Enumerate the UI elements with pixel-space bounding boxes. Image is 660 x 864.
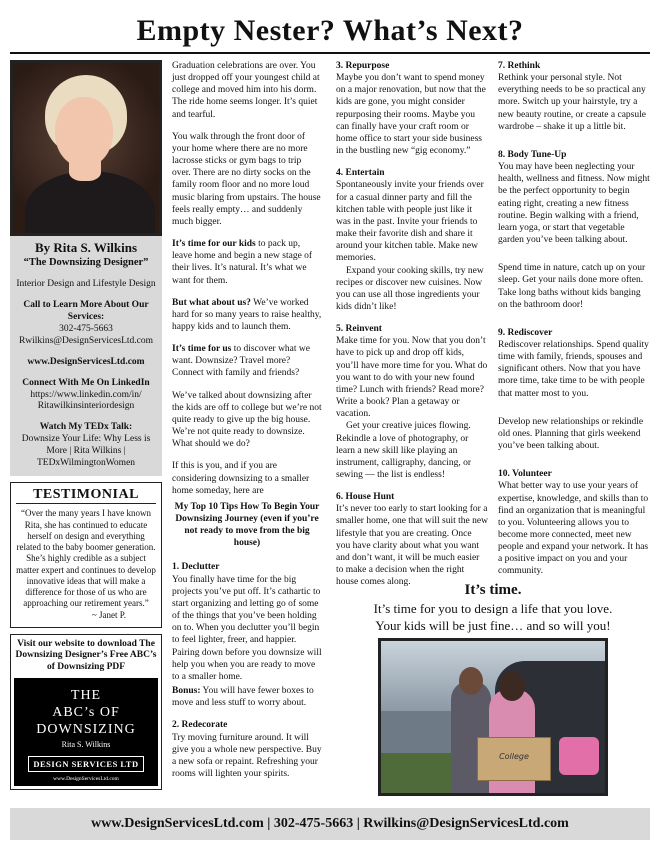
book-author: Rita S. Wilkins (61, 740, 111, 750)
title-divider (10, 52, 650, 54)
tip-text: Try moving furniture around. It will give you a whole new perspective. Buy a new sofa or repaint. Refreshing your rooms will lighten your spirits. (172, 732, 322, 779)
tip-text: It’s never too early to start looking for a smaller home, one that will suit the new lifestyle that you are creating. Once you have clarity about what you want and don’t want, it will be much easier to make a decision when the right house comes along. (336, 504, 488, 588)
tedx-heading: Watch My TEDx Talk: (39, 422, 133, 433)
bonus-text: You will have fewer boxes to move and less stuff to worry about. (172, 686, 314, 709)
testimonial-quote: “Over the many years I have known Rita, she has continued to educate herself on design and everything related to the baby boomer generation. She’s highly credible as a subject matter expert and continues to develop innovative ideas that will make a difference for those of us who are approaching our retirement years.” (16, 508, 156, 609)
column-2 (336, 60, 488, 598)
paragraph: to pack up, leave home and begin a new stage of their lives. It’s natural. It’s what we want for them. (172, 239, 313, 286)
book-title-line1: THE (70, 687, 102, 703)
closing-message (336, 582, 650, 634)
emphasis: But what about us? (172, 297, 251, 308)
emphasis: It’s time for us (172, 344, 232, 355)
byline: By Rita S. Wilkins (34, 240, 138, 255)
author-tagline: “The Downsizing Designer” (23, 257, 149, 269)
author-portrait (10, 60, 162, 236)
book-title-line2: ABC’s OF DOWNSIZING (36, 704, 136, 737)
tip-text: Develop new relationships or rekindle old ones. Planning that girls weekend you’ve been talking about. (498, 416, 644, 452)
emphasis: It’s time for our kids (172, 239, 256, 250)
phone-number[interactable]: 302-475-5663 (59, 324, 113, 334)
paragraph: We’ve worked hard for so many years to raise healthy, happy kids and to launch them. (172, 297, 322, 332)
download-promo (10, 634, 162, 790)
linkedin-heading: Connect With Me On LinkedIn (22, 377, 150, 388)
call-heading: Call to Learn More About Our Services: (23, 300, 149, 323)
tip-heading: 3. Repurpose (336, 61, 390, 71)
specialty: Interior Design and Lifestyle Design (16, 279, 156, 290)
bonus-label: Bonus: (172, 686, 201, 697)
tip-heading: 9. Rediscover (498, 327, 553, 338)
tip-text: Rediscover relationships. Spend quality time with family, friends, spouses and significant others. Now that you have more time, take time to be with people that matter most to you. (498, 339, 649, 399)
tip-heading: 4. Entertain (336, 168, 385, 179)
testimonial-heading: TESTIMONIAL (16, 486, 156, 505)
column-3 (498, 60, 650, 588)
tip-text: Make time for you. Now that you don’t have to pick up and drop off kids, you’ll have more time for you. What do you want to do with your new found time? Lunch with friends? Read more? Write a book? Plan a getaway or vacation. (336, 336, 488, 420)
tip-text: Expand your cooking skills, try new recipes or discover new cuisines. Now you can use all those ingredients your kids didn’t like! (336, 265, 484, 312)
tip-text: What better way to use your years of expertise, knowledge, and skills than to find an organization that is meaningful to you. Volunteering allows you to become more connected, meet new people and expand your network. It has a positive impact on you and your community. (498, 481, 649, 577)
paragraph: to discover what we want. Downsize? Travel more? Connect with family and friends? (172, 344, 310, 379)
testimonial-box (10, 482, 162, 628)
tip-text: Maybe you don’t want to spend money on a major renovation, but now that the kids are gone, you might consider repurposing their rooms. Maybe you can finally have your craft room or home office to start your side business in the bustling new “gig economy.” (336, 73, 486, 157)
tip-heading: 2. Redecorate (172, 720, 228, 731)
email-link[interactable]: Rwilkins@DesignServicesLtd.com (18, 335, 154, 346)
book-brand: DESIGN SERVICES LTD (28, 756, 144, 772)
tip-text: Get your creative juices flowing. Rekindle a love of photography, or learn a new skill like playing an instrument, calligraphy, dancing, or sewing — the list is endless! (336, 421, 471, 480)
paragraph: You walk through the front door of your home where there are no more lacrosse sticks or gym bags to trip over. There are no dirty socks on the family room floor and no more loud music blaring from upstairs. The house feels really empty… and suddenly much bigger. (172, 131, 321, 227)
tip-heading: 5. Reinvent (336, 324, 382, 335)
book-url: www.DesignServicesLtd.com (53, 776, 119, 783)
tip-heading: 10. Volunteer (498, 469, 552, 480)
tip-text: You finally have time for the big projects you’ve put off. It’s cathartic to start organizing and letting go of some of the things that you’ve been holding on to. When you declutter you’ll begin to feel lighter, freer, and happier. Pairing down before you downsize will help you when you are ready to move to a smaller home. (172, 574, 322, 682)
website-link[interactable]: www.DesignServicesLtd.com (27, 356, 145, 367)
tip-text: Rethink your personal style. Not everything needs to be so practical any more. Switch up your hairstyle, try a new beauty routine, or create a capsule wardrobe – shake it up a little bit. (498, 73, 646, 132)
closing-line-2: It’s time for you to design a life that you love. (373, 601, 613, 616)
tip-text: Spontaneously invite your friends over for a casual dinner party and fill the kitchen table with people just like it was in the past. Invite your friends to make their favorite dish and share it around your kitchen table. Make new memories. (336, 180, 484, 264)
tip-text: Spend time in nature, catch up on your sleep. Get your nails done more often. Take long baths without kids banging on the bathroom door! (498, 263, 646, 310)
sidebar (10, 60, 162, 790)
paragraph: If this is you, and if you are considering downsizing to a smaller home someday, here are (172, 461, 310, 496)
tedx-link[interactable]: Downsize Your Life: Why Less is More | Rita Wilkins | TEDxWilmingtonWomen (21, 434, 151, 468)
column-1 (172, 60, 322, 780)
author-bio (10, 236, 162, 476)
linkedin-link[interactable]: https://www.linkedin.com/in/ Ritawilkinsinteriordesign (30, 389, 142, 412)
tip-heading: 7. Rethink (498, 61, 541, 71)
tips-heading: My Top 10 Tips How To Begin Your Downsizing Journey (even if you’re not ready to move from the big house) (174, 501, 320, 549)
paragraph: Graduation celebrations are over. You just dropped off your youngest child at college and moved him into his dorm. The ride home seems longer. It’s quiet and tearful. (172, 61, 320, 120)
family-photo (378, 638, 608, 796)
promo-text[interactable]: Visit our website to download The Downsizing Designer’s Free ABC’s of Downsizing PDF (15, 638, 157, 672)
college-box (477, 737, 551, 781)
page-title: Empty Nester? What’s Next? (136, 14, 524, 47)
tip-text: You may have been neglecting your health, wellness and fitness. Now might be the perfect opportunity to begin eating right, creating a new fitness routine. Begin walking with a friend, learn yoga, or start that vegetable garden you’ve been talking about. (498, 162, 650, 246)
paragraph: We’ve talked about downsizing after the kids are off to college but we’re not quite ready to give up the big house. We’re not quite ready to downsize. What should we do? (172, 390, 322, 450)
tip-heading: 6. House Hunt (336, 492, 395, 503)
tip-heading: 1. Declutter (172, 562, 220, 573)
closing-line-3: Your kids will be just fine… and so will you! (375, 618, 611, 633)
tip-heading: 8. Body Tune-Up (498, 149, 567, 160)
closing-line-1: It’s time. (464, 582, 522, 598)
book-cover[interactable] (14, 678, 158, 786)
box-label: College (499, 752, 529, 761)
testimonial-author: ~ Janet P. (91, 609, 126, 620)
footer-contact[interactable]: www.DesignServicesLtd.com | 302-475-5663 | Rwilkins@DesignServicesLtd.com (10, 808, 650, 840)
